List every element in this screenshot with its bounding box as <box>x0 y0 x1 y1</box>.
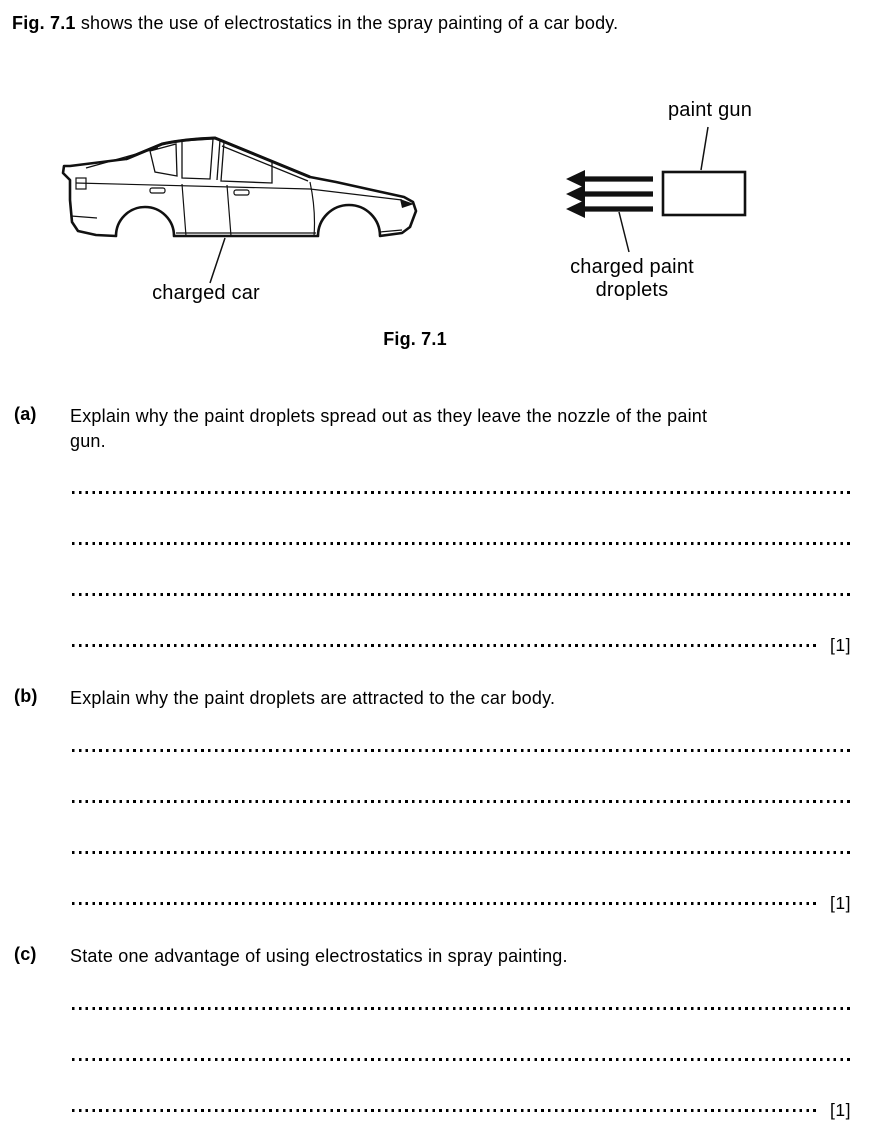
dotted-line <box>72 1007 850 1010</box>
charged-car-label: charged car <box>152 282 260 304</box>
dotted-line <box>72 542 850 545</box>
answer-line <box>72 629 851 655</box>
answer-line <box>72 836 850 856</box>
answer-line <box>72 476 850 496</box>
question-a-line-1: Explain why the paint droplets spread out as they leave the nozzle of the paint <box>70 406 708 426</box>
paint-gun-box <box>663 172 745 215</box>
answer-line <box>72 1043 850 1063</box>
mark-badge: [1] <box>830 1099 851 1120</box>
droplet-arrow-icon <box>566 185 653 203</box>
dotted-line <box>72 851 850 854</box>
figure-diagram <box>0 90 880 315</box>
droplet-arrows <box>566 170 653 218</box>
dotted-line <box>72 902 818 905</box>
charged-paint-droplets-label: charged paint droplets <box>570 256 694 301</box>
question-c-line-1: State one advantage of using electrostatics in spray painting. <box>70 946 568 966</box>
dotted-line <box>72 1109 818 1112</box>
mark-badge: [1] <box>830 634 851 655</box>
question-b-text <box>70 686 860 711</box>
mark-badge: [1] <box>830 892 851 913</box>
droplet-arrow-icon <box>566 200 653 218</box>
paint-gun-label: paint gun <box>667 99 753 121</box>
car-line-art <box>63 138 416 236</box>
dotted-line <box>72 593 850 596</box>
answer-line <box>72 1094 851 1120</box>
droplets-leader-line <box>619 212 629 252</box>
intro-rest: shows the use of electrostatics in the spray painting of a car body. <box>75 13 619 33</box>
question-a-line-2: gun. <box>70 431 106 451</box>
intro-text <box>12 11 842 35</box>
dotted-line <box>72 491 850 494</box>
dotted-line <box>72 749 850 752</box>
question-b-label: (b) <box>14 686 38 706</box>
dotted-line <box>72 644 818 647</box>
question-c-text <box>70 944 860 969</box>
dotted-line <box>72 1058 850 1061</box>
question-c-label: (c) <box>14 944 37 964</box>
intro-figure-ref: Fig. 7.1 <box>12 13 76 33</box>
question-b-line-1: Explain why the paint droplets are attracted to the car body. <box>70 688 556 708</box>
droplet-arrow-icon <box>566 170 653 188</box>
answer-line <box>72 785 850 805</box>
answer-line <box>72 578 850 598</box>
answer-line <box>72 992 850 1012</box>
answer-line <box>72 734 850 754</box>
answer-line <box>72 527 850 547</box>
figure-caption: Fig. 7.1 <box>383 329 447 349</box>
question-a-text <box>70 404 860 454</box>
charged-car-leader-line <box>210 238 225 283</box>
answer-line <box>72 887 851 913</box>
dotted-line <box>72 800 850 803</box>
paint-gun-leader-line <box>701 127 708 170</box>
question-a-label: (a) <box>14 404 37 424</box>
